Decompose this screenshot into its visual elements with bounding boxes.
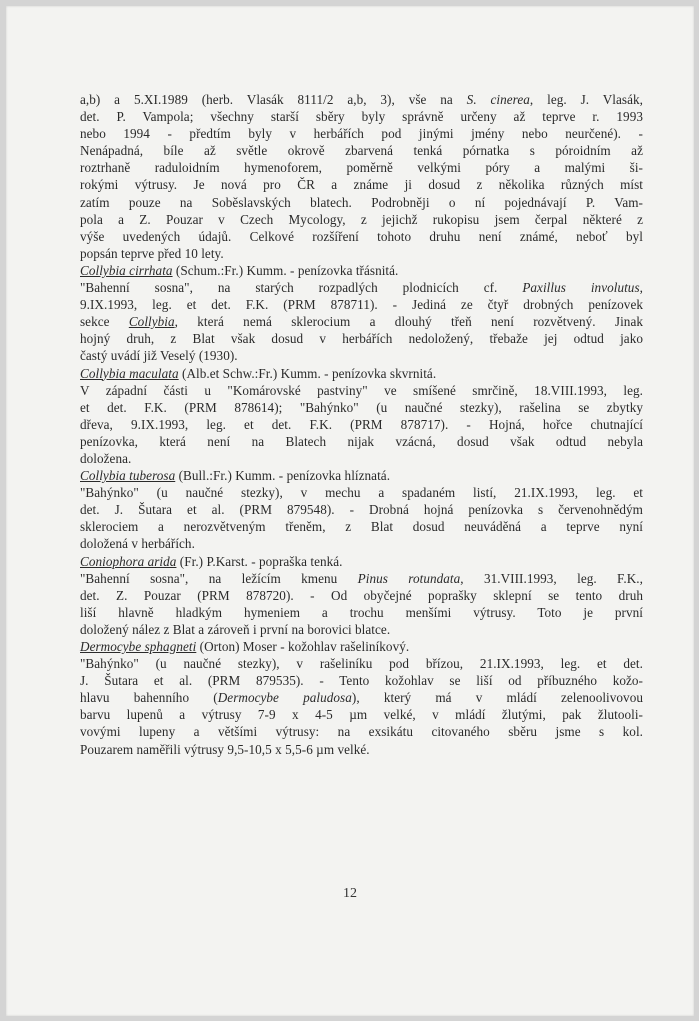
text-line xyxy=(80,604,643,621)
text-run: pola a Z. Pouzar v Czech Mycology, z jejichž rukopisu jsem čerpal některé z xyxy=(80,211,643,227)
text-line xyxy=(80,570,643,587)
text-line xyxy=(80,638,643,655)
species-heading: Coniophora arida xyxy=(80,553,177,569)
text-run: (Fr.) P.Karst. - popraška tenká. xyxy=(176,553,343,569)
text-line xyxy=(80,108,643,125)
text-line xyxy=(80,245,643,262)
text-line xyxy=(80,211,643,228)
text-run: det. P. Vampola; všechny starší sběry byly správně určeny až teprve r. 1993 xyxy=(80,109,643,125)
species-heading: Collybia xyxy=(128,314,175,330)
text-run: (Bull.:Fr.) Kumm. - penízovka hlíznatá. xyxy=(175,468,391,484)
text-line xyxy=(80,142,643,159)
text-run: , 31.VIII.1993, leg. F.K., xyxy=(460,570,643,586)
text-run: hlavu bahenního ( xyxy=(80,690,218,706)
latin-name: S. cinerea xyxy=(466,92,530,107)
text-line xyxy=(80,706,643,723)
text-run: popsán teprve před 10 lety. xyxy=(80,245,224,261)
text-run: hojný druh, z Blat však dosud v herbářích nedoložený, třebaže jej odtud jako xyxy=(80,331,643,347)
text-line xyxy=(80,194,643,211)
text-run: "Bahýnko" (u naučné stezky), v mechu a spadaném listí, 21.IX.1993, leg. et xyxy=(80,485,643,501)
text-line xyxy=(80,741,643,758)
text-run: ), který má v mládí zelenoolivovou xyxy=(351,690,643,706)
text-line xyxy=(80,176,643,193)
text-line xyxy=(80,553,643,570)
text-run: rokými výtrusy. Je nová pro ČR a známe ji dosud z několika různých míst xyxy=(80,177,643,193)
text-line xyxy=(80,621,643,638)
text-line xyxy=(80,518,643,535)
text-run: et det. F.K. (PRM 878614); "Bahýnko" (u naučné stezky), rašelina se zbytky xyxy=(80,399,643,415)
text-line xyxy=(80,655,643,672)
text-run: det. J. Šutara et al. (PRM 879548). - Drobná hojná penízovka s červenohnědým xyxy=(80,502,643,518)
text-line xyxy=(80,467,643,484)
page-sheet xyxy=(6,6,694,1016)
text-run: V západní části u "Komárovské pastviny" ve smíšené smrčině, 18.VIII.1993, leg. xyxy=(80,382,643,398)
text-line xyxy=(80,159,643,176)
text-line xyxy=(80,535,643,552)
latin-name: Paxillus involutus xyxy=(522,280,640,296)
text-line xyxy=(80,587,643,604)
text-run: nebo 1994 - předtím byly v herbářích pod jinými jmény nebo neurčené). - xyxy=(80,126,643,142)
species-heading: Collybia cirrhata xyxy=(80,262,173,278)
text-line xyxy=(80,296,643,313)
text-run: barvu lupenů a výtrusy 7-9 x 4-5 µm velké, v mládí žlutými, pak žlutooli- xyxy=(80,707,643,723)
text-run: det. Z. Pouzar (PRM 878720). - Od obyčejné poprašky sklepní se tento druh xyxy=(80,587,643,603)
text-run: Pouzarem naměřili výtrusy 9,5-10,5 x 5,5-6 µm velké. xyxy=(80,741,370,757)
text-line xyxy=(80,382,643,399)
text-line xyxy=(80,501,643,518)
species-heading: Collybia tuberosa xyxy=(80,468,176,484)
text-run: a,b) a 5.XI.1989 (herb. Vlasák 8111/2 a,b, 3), vše na xyxy=(80,92,467,107)
text-run: zatím pouze na Soběslavských blatech. Podrobněji o ní pojednávají P. Vam- xyxy=(80,194,643,210)
text-line xyxy=(80,672,643,689)
text-line xyxy=(80,484,643,501)
text-run: vovými lupeny a většími výtrusy: na exsikátu citovaného sběru jsme s kol. xyxy=(80,724,643,740)
text-run: "Bahenní sosna", na ležícím kmenu xyxy=(80,570,358,586)
text-run: "Bahýnko" (u naučné stezky), v rašeliníku pod břízou, 21.IX.1993, leg. et det. xyxy=(80,656,643,672)
text-run: 9.IX.1993, leg. et det. F.K. (PRM 878711). - Jediná ze čtyř drobných penízovek xyxy=(80,297,643,313)
text-run: (Orton) Moser - kožohlav rašeliníkový. xyxy=(196,639,410,654)
text-run: (Alb.et Schw.:Fr.) Kumm. - penízovka skvrnitá. xyxy=(178,365,437,381)
text-run: sklerociem a nerozvětveným třeněm, z Blat dosud neuváděná a teprve nyní xyxy=(80,519,643,535)
text-line xyxy=(80,416,643,433)
text-line xyxy=(80,399,643,416)
text-run: , xyxy=(639,280,643,296)
text-run: doložená v herbářích. xyxy=(80,536,195,552)
body-text xyxy=(80,91,643,758)
text-line xyxy=(80,365,643,382)
text-run: roztrhaně raduloidním hymenoforem, poměrně velkými póry a malými ši- xyxy=(80,160,643,176)
text-line xyxy=(80,433,643,450)
page-number: 12 xyxy=(343,886,357,901)
latin-name: Pinus rotundata xyxy=(357,570,461,586)
text-line xyxy=(80,689,643,706)
text-run: penízovka, která není na Blatech nijak vzácná, dosud však odtud nebyla xyxy=(80,433,643,449)
text-line xyxy=(80,91,643,108)
text-run: sekce xyxy=(80,314,129,330)
text-run: Nenápadná, bíle až světle okrově zbarvená tenká pórnatka s póroidním až xyxy=(80,143,643,159)
text-line xyxy=(80,228,643,245)
latin-name: Dermocybe paludosa xyxy=(217,690,352,706)
text-line xyxy=(80,450,643,467)
text-line xyxy=(80,330,643,347)
text-run: častý uvádí již Veselý (1930). xyxy=(80,348,238,364)
text-line xyxy=(80,347,643,364)
text-line xyxy=(80,723,643,740)
species-heading: Collybia maculata xyxy=(80,365,179,381)
text-run: , která nemá sklerocium a dlouhý třeň není rozvětvený. Jinak xyxy=(174,314,643,330)
text-run: J. Šutara et al. (PRM 879535). - Tento kožohlav se liší od příbuzného kožo- xyxy=(80,673,643,689)
text-run: (Schum.:Fr.) Kumm. - penízovka třásnitá. xyxy=(172,262,399,278)
text-run: doložený nález z Blat a zároveň i první na borovici blatce. xyxy=(80,621,391,637)
text-run: liší hlavně hladkým hymeniem a trochu menšími výtrusy. Toto je první xyxy=(80,604,643,620)
text-line xyxy=(80,313,643,330)
text-run: výše uvedených údajů. Celkové rozšíření tohoto druhu není známé, neboť byl xyxy=(80,228,643,244)
text-run: , leg. J. Vlasák, xyxy=(529,92,643,107)
species-heading: Dermocybe sphagneti xyxy=(80,639,197,654)
text-run: "Bahenní sosna", na starých rozpadlých plodnicích cf. xyxy=(80,280,523,296)
text-line xyxy=(80,279,643,296)
text-line xyxy=(80,125,643,142)
text-run: doložena. xyxy=(80,450,132,466)
text-run: dřeva, 9.IX.1993, leg. et det. F.K. (PRM 878717). - Hojná, hořce chutnající xyxy=(80,416,643,432)
text-line xyxy=(80,262,643,279)
